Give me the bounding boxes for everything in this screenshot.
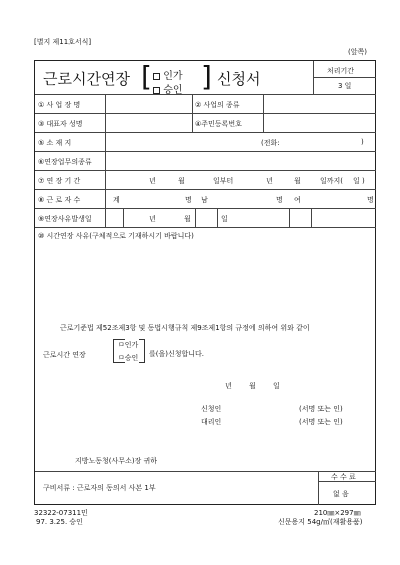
checkbox-sign[interactable] [153, 87, 160, 94]
business-type-field[interactable] [264, 95, 375, 112]
statement-option-approve[interactable]: ㅁ인가 [118, 341, 139, 349]
page-side: (앞쪽) [348, 48, 367, 56]
bracket-open: [ [141, 60, 152, 93]
fee-label: 수 수 료 [331, 473, 356, 481]
business-name-field[interactable] [106, 95, 191, 112]
business-name-label: ① 사 업 장 명 [38, 101, 81, 109]
processing-period-value: 3 일 [338, 82, 352, 90]
phone-label: (전화: [261, 139, 280, 147]
period-to: 일까지( [320, 177, 344, 185]
agent-sign: (서명 또는 인) [299, 418, 343, 426]
occurrence-date-label: ⑨연장사유발생일 [38, 215, 92, 223]
application-form [34, 60, 376, 505]
worker-count-label: ⑧ 근 로 자 수 [38, 196, 81, 204]
worker-female-unit: 명 [367, 196, 374, 204]
address-label: ⑤ 소 재 지 [38, 139, 72, 147]
date-month: 월 [249, 382, 256, 390]
occurrence-month: 월 [184, 215, 191, 223]
approval-date: 97. 3.25. 승인 [36, 518, 83, 526]
resident-number-label: ④주민등록번호 [195, 120, 242, 128]
checkbox-approve[interactable] [153, 73, 160, 80]
processing-period-label: 처리기간 [327, 67, 355, 75]
fee-value: 없 음 [333, 490, 349, 498]
legal-statement: 근로기준법 제52조제3항 및 동법시행규칙 제9조제1항의 규정에 의하여 위와 같이 [60, 324, 310, 332]
representative-field[interactable] [106, 114, 191, 131]
worker-male-unit: 명 [276, 196, 283, 204]
paper-size: 210㎜×297㎜ [314, 509, 361, 517]
statement-option-sign[interactable]: ㅁ승인 [118, 354, 139, 362]
reason-label: ⑩ 시간연장 사유(구체적으로 기재하시기 바랍니다) [38, 232, 194, 240]
occurrence-year: 년 [149, 215, 156, 223]
worker-total-unit: 명 [185, 196, 192, 204]
bracket-close: ] [201, 60, 212, 93]
period-month-end: 월 [294, 177, 301, 185]
work-type-label: ⑥연장업무의종류 [38, 158, 92, 166]
paper-type: 신문용지 54g/㎡(재활용품) [278, 518, 363, 526]
addressee: 지방노동청(사무소)장 귀하 [75, 457, 158, 465]
period-year: 년 [149, 177, 156, 185]
required-documents: 구비서류 : 근로자의 동의서 사본 1부 [43, 484, 156, 492]
business-type-label: ② 사업의 종류 [195, 101, 240, 109]
title-option-sign: 승인 [153, 81, 183, 96]
form-code: 32322-07311민 [34, 509, 88, 517]
option-bracket-right [139, 339, 145, 363]
worker-total-label: 계 [113, 196, 120, 204]
applicant-sign: (서명 또는 인) [299, 405, 343, 413]
title-option-approve: 인가 [153, 67, 183, 82]
occurrence-day: 일 [221, 215, 228, 223]
form-number: [별지 제11호서식] [34, 38, 92, 46]
agent-label: 대리인 [201, 418, 222, 426]
title-left: 근로시간연장 [43, 70, 130, 88]
period-year-end: 년 [266, 177, 273, 185]
period-days: 일 ) [353, 177, 365, 185]
applicant-label: 신청인 [201, 405, 222, 413]
resident-number-field[interactable] [264, 114, 375, 131]
statement-lead: 근로시간 연장 [43, 351, 86, 359]
worker-female-label: 여 [294, 196, 301, 204]
period-month: 월 [178, 177, 185, 185]
extension-period-label: ⑦ 연 장 기 간 [38, 177, 81, 185]
date-year: 년 [225, 382, 232, 390]
representative-label: ③ 대표자 성명 [38, 120, 83, 128]
statement-tail: 를(을)신청합니다. [149, 350, 205, 358]
phone-close: ) [361, 138, 364, 146]
period-from: 일부터 [213, 177, 234, 185]
reason-field[interactable] [37, 241, 373, 301]
worker-male-label: 남 [201, 196, 208, 204]
title-right: 신청서 [217, 70, 261, 88]
date-day: 일 [273, 382, 280, 390]
